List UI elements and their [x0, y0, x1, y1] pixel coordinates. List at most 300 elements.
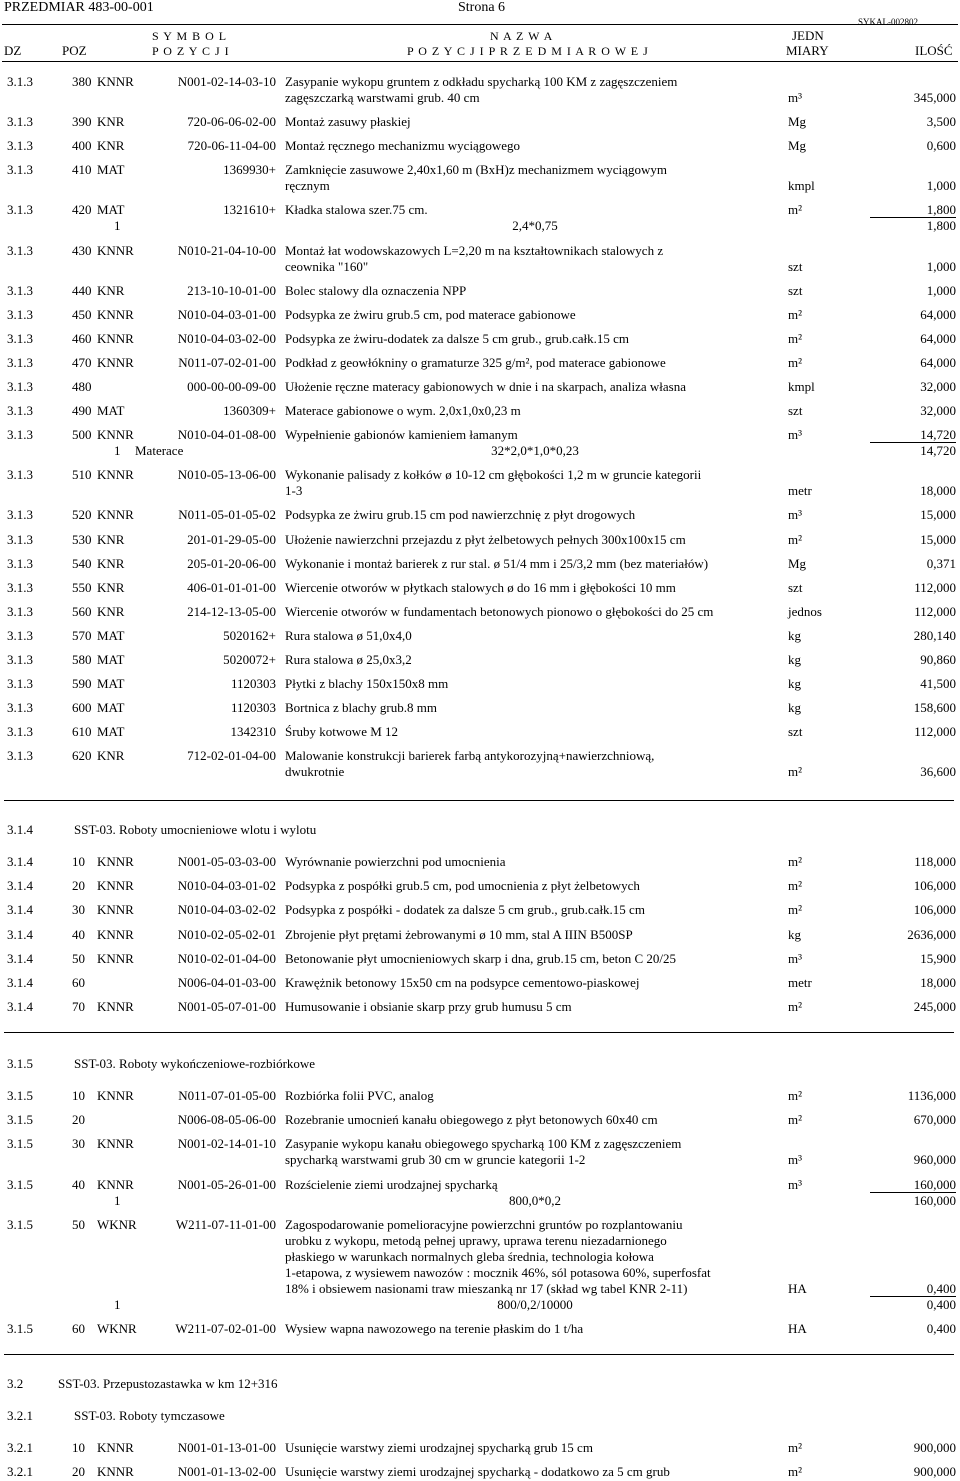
row-description-line: Zamknięcie zasuwowe 2,40x1,60 m (BxH)z mechanizmem wyciągowym: [285, 162, 667, 178]
row-poz: 610: [72, 724, 92, 740]
calc-index: 1: [114, 218, 121, 234]
row-description-line: Ułożenie nawierzchni przejazdu z płyt żelbetowych pełnych 300x100x15 cm: [285, 531, 686, 547]
section-divider: [4, 1032, 954, 1033]
row-dz: 3.1.3: [7, 507, 33, 523]
row-catalog: KNNR: [97, 926, 134, 942]
row-symbol: 720-06-11-04-00: [187, 138, 276, 154]
row-description-line: Bolec stalowy dla oznaczenia NPP: [285, 282, 467, 298]
row-poz: 540: [72, 555, 92, 571]
col-ilosc-label: ILOŚĆ: [915, 43, 953, 58]
row-poz: 440: [72, 282, 92, 298]
row-symbol: 5020072+: [223, 652, 276, 667]
row-dz: 3.1.3: [7, 202, 33, 218]
row-description-line: 1-3: [285, 483, 303, 499]
col-jedn-label-top: JEDN: [792, 28, 824, 43]
row-description-line: dwukrotnie: [285, 764, 345, 780]
row-symbol: N010-04-01-08-00: [177, 427, 276, 443]
row-symbol: 720-06-06-02-00: [187, 114, 276, 130]
row-quantity: 41,500: [920, 676, 956, 692]
row-catalog: KNNR: [97, 242, 134, 258]
row-description-line: Płytki z blachy 150x150x8 mm: [285, 676, 449, 692]
row-poz: 600: [72, 700, 92, 716]
row-quantity: 15,900: [920, 950, 956, 966]
row-quantity: 160,000: [913, 1176, 956, 1192]
row-description-line: Wykonanie i montaż barierek z rur stal. ø 51/4 mm i 25/3,2 mm (bez materiałów): [285, 555, 709, 571]
row-description-line: Rura stalowa ø 51,0x4,0: [285, 627, 412, 643]
row-poz: 620: [72, 748, 92, 764]
row-catalog: KNR: [97, 579, 125, 595]
row-dz: 3.1.4: [7, 902, 33, 918]
row-quantity: 345,000: [913, 90, 956, 105]
row-poz: 20: [72, 1112, 85, 1128]
row-poz: 580: [72, 652, 92, 667]
row-poz: 10: [72, 1440, 85, 1455]
row-poz: 50: [72, 1216, 85, 1232]
row-dz: 3.1.3: [7, 74, 33, 89]
row-description-line: Humusowanie i obsianie skarp przy grub humusu 5 cm: [285, 999, 572, 1015]
row-poz: 400: [72, 138, 92, 154]
row-catalog: KNNR: [97, 354, 134, 370]
row-quantity: 960,000: [913, 1152, 956, 1168]
row-dz: 3.1.3: [7, 467, 33, 483]
row-description-line: Usunięcie warstwy ziemi urodzajnej spycharką grub 15 cm: [285, 1440, 593, 1455]
row-poz: 10: [72, 1088, 85, 1103]
col-dz-label: DZ: [4, 43, 22, 58]
row-dz: 3.1.3: [7, 162, 33, 178]
row-symbol: 406-01-01-01-00: [187, 579, 276, 595]
section-title: SST-03. Przepustozastawka w km 12+316: [58, 1376, 278, 1391]
row-quantity: 106,000: [913, 878, 956, 894]
header-bottom-rule: [2, 61, 958, 62]
row-quantity: 1,000: [926, 258, 956, 274]
row-dz: 3.1.3: [7, 627, 33, 643]
row-poz: 430: [72, 242, 92, 258]
row-symbol: N010-02-05-02-01: [177, 926, 276, 942]
row-quantity: 158,600: [913, 700, 956, 716]
row-symbol: N010-21-04-10-00: [177, 242, 276, 258]
row-catalog: KNNR: [97, 1136, 134, 1152]
row-quantity: 0,371: [926, 555, 956, 571]
row-quantity: 0,600: [926, 138, 956, 154]
row-poz: 10: [72, 854, 85, 869]
row-poz: 510: [72, 467, 92, 483]
col-symbol-label-bottom: P O Z Y C J I: [152, 44, 230, 58]
calc-expression: 800/0,2/10000: [497, 1296, 573, 1312]
row-dz: 3.1.5: [7, 1176, 33, 1192]
col-nazwa-label-top: N A Z W A: [490, 29, 554, 43]
row-description-line: urobku z wykopu, metodą pełnej uprawy, uprawa terenu niezadarnionego: [285, 1232, 667, 1248]
calc-value: 0,400: [926, 1296, 956, 1312]
row-description-line: Podsypka z pospółki - dodatek za dalsze 5 cm grub., grub.całk.15 cm: [285, 902, 645, 918]
row-poz: 490: [72, 403, 92, 419]
row-poz: 590: [72, 676, 92, 692]
row-description-line: Podsypka z pospółki grub.5 cm, pod umocnienia z płyt żelbetowych: [285, 878, 640, 894]
row-dz: 3.1.4: [7, 999, 33, 1015]
row-poz: 60: [72, 975, 85, 990]
row-quantity: 15,000: [920, 507, 956, 523]
row-quantity: 280,140: [913, 627, 956, 643]
row-poz: 560: [72, 603, 92, 619]
row-description-line: Wiercenie otworów w płytkach stalowych ø do 16 mm i głębokości 10 mm: [285, 579, 676, 595]
row-dz: 3.1.5: [7, 1112, 33, 1128]
row-symbol: N010-05-13-06-00: [177, 467, 276, 483]
row-unit: m²: [788, 306, 803, 322]
row-unit: metr: [788, 975, 812, 990]
row-unit: Mg: [788, 114, 807, 130]
row-dz: 3.1.3: [7, 676, 33, 692]
row-description-line: Wypełnienie gabionów kamieniem łamanym: [285, 427, 518, 443]
row-dz: 3.1.3: [7, 114, 33, 130]
row-quantity: 112,000: [914, 603, 956, 619]
row-symbol: N011-05-01-05-02: [178, 507, 276, 523]
row-dz: 3.1.3: [7, 330, 33, 346]
row-description-line: spycharką warstwami grub 30 cm w gruncie kategorii 1-2: [285, 1152, 586, 1168]
row-dz: 3.1.4: [7, 926, 33, 942]
section-code: 3.1.5: [7, 1056, 33, 1071]
row-quantity: 90,860: [920, 652, 956, 667]
row-dz: 3.1.5: [7, 1136, 33, 1152]
row-catalog: KNNR: [97, 878, 134, 894]
calc-value: 1,800: [926, 218, 956, 234]
row-unit: m³: [788, 1152, 803, 1168]
row-symbol: N001-02-14-01-10: [177, 1136, 276, 1152]
row-catalog: MAT: [97, 676, 125, 692]
row-unit: m²: [788, 854, 803, 869]
calc-expression: 800,0*0,2: [509, 1192, 561, 1208]
row-description-line: Krawężnik betonowy 15x50 cm na podsypce cementowo-piaskowej: [285, 975, 640, 990]
row-poz: 520: [72, 507, 92, 523]
row-symbol: N010-04-03-02-00: [177, 330, 276, 346]
row-quantity: 3,500: [926, 114, 956, 130]
row-unit: Mg: [788, 555, 807, 571]
row-description-line: Rozbiórka folii PVC, analog: [285, 1088, 434, 1103]
row-quantity: 1,000: [926, 282, 956, 298]
row-dz: 3.1.3: [7, 603, 33, 619]
row-quantity: 64,000: [920, 330, 956, 346]
row-poz: 70: [72, 999, 85, 1015]
row-symbol: N001-05-03-03-00: [177, 854, 276, 869]
row-poz: 410: [72, 162, 92, 178]
row-description-line: ceownika "160": [285, 258, 369, 274]
row-quantity: 112,000: [914, 579, 956, 595]
row-description-line: 18% i obsiewem nasionami traw mieszanką nr 17 (skład wg tabel KNR 2-11): [285, 1280, 688, 1296]
row-unit: m³: [788, 950, 803, 966]
row-dz: 3.2.1: [7, 1464, 33, 1480]
row-catalog: KNNR: [97, 902, 134, 918]
col-jedn-label-bottom: MIARY: [786, 43, 829, 58]
row-symbol: 214-12-13-05-00: [187, 603, 276, 619]
section-title: SST-03. Roboty wykończeniowe-rozbiórkowe: [74, 1056, 316, 1071]
row-unit: szt: [788, 579, 803, 595]
row-quantity: 32,000: [920, 403, 956, 419]
row-dz: 3.1.3: [7, 427, 33, 443]
row-description-line: Materace gabionowe o wym. 2,0x1,0x0,23 m: [285, 403, 521, 419]
row-description-line: Rozebranie umocnień kanału obiegowego z płyt betonowych 60x40 cm: [285, 1112, 658, 1128]
row-symbol: N010-02-01-04-00: [177, 950, 276, 966]
row-quantity: 64,000: [920, 306, 956, 322]
row-quantity: 106,000: [913, 902, 956, 918]
row-quantity: 0,400: [926, 1321, 956, 1336]
calc-label: Materace: [135, 443, 184, 459]
row-unit: szt: [788, 724, 803, 740]
row-dz: 3.1.3: [7, 282, 33, 298]
row-poz: 390: [72, 114, 92, 130]
row-quantity: 0,400: [926, 1280, 956, 1296]
row-catalog: KNNR: [97, 950, 134, 966]
row-symbol: 1342310: [230, 724, 276, 740]
row-symbol: N001-02-14-03-10: [177, 74, 276, 89]
row-unit: kg: [788, 676, 801, 692]
row-catalog: WKNR: [97, 1216, 137, 1232]
row-poz: 570: [72, 627, 92, 643]
row-symbol: 712-02-01-04-00: [187, 748, 276, 764]
row-poz: 20: [72, 1464, 85, 1480]
row-catalog: MAT: [97, 403, 125, 419]
row-dz: 3.1.5: [7, 1088, 33, 1103]
row-dz: 3.1.4: [7, 854, 33, 869]
row-catalog: KNR: [97, 748, 125, 764]
row-catalog: KNR: [97, 603, 125, 619]
row-dz: 3.1.3: [7, 403, 33, 419]
row-symbol: N001-01-13-02-00: [177, 1464, 276, 1480]
row-catalog: KNR: [97, 531, 125, 547]
row-poz: 40: [72, 926, 85, 942]
row-description-line: Podsypka ze żwiru-dodatek za dalsze 5 cm grub., grub.całk.15 cm: [285, 330, 630, 346]
row-unit: m²: [788, 354, 803, 370]
calc-index: 1: [114, 443, 121, 459]
row-dz: 3.1.3: [7, 700, 33, 716]
row-symbol: 1120303: [230, 676, 276, 692]
calc-expression: 2,4*0,75: [512, 218, 558, 234]
row-symbol: N006-08-05-06-00: [177, 1112, 276, 1128]
row-catalog: KNR: [97, 282, 125, 298]
section-divider: [4, 800, 954, 801]
row-catalog: KNNR: [97, 1464, 134, 1480]
row-quantity: 1,800: [926, 202, 956, 218]
calc-index: 1: [114, 1296, 121, 1312]
row-quantity: 112,000: [914, 724, 956, 740]
row-unit: m²: [788, 1088, 803, 1103]
row-unit: metr: [788, 483, 812, 499]
row-symbol: W211-07-02-01-00: [175, 1321, 276, 1336]
row-catalog: KNNR: [97, 306, 134, 322]
row-poz: 470: [72, 354, 92, 370]
row-unit: m²: [788, 999, 803, 1015]
row-dz: 3.1.3: [7, 652, 33, 667]
row-unit: m³: [788, 507, 803, 523]
row-description-line: Montaż ręcznego mechanizmu wyciągowego: [285, 138, 520, 154]
row-poz: 30: [72, 902, 85, 918]
row-dz: 3.1.3: [7, 242, 33, 258]
row-symbol: 201-01-29-05-00: [187, 531, 276, 547]
row-dz: 3.1.3: [7, 748, 33, 764]
row-catalog: KNNR: [97, 1176, 134, 1192]
row-description-line: Bortnica z blachy grub.8 mm: [285, 700, 437, 716]
row-unit: szt: [788, 258, 803, 274]
row-quantity: 670,000: [913, 1112, 956, 1128]
row-description-line: Zasypanie wykopu gruntem z odkładu spycharką 100 KM z zagęszczeniem: [285, 74, 678, 89]
row-description-line: Śruby kotwowe M 12: [285, 724, 399, 740]
row-description-line: Kładka stalowa szer.75 cm.: [285, 202, 428, 218]
row-description-line: Wyrównanie powierzchni pod umocnienia: [285, 854, 506, 869]
row-description-line: Malowanie konstrukcji barierek farbą antykorozyjną+nawierzchniową,: [285, 748, 655, 764]
row-catalog: KNNR: [97, 330, 134, 346]
row-catalog: MAT: [97, 627, 125, 643]
row-description-line: Zagospodarowanie pomelioracyjne powierzchni gruntów po rozplantowaniu: [285, 1216, 683, 1232]
row-poz: 30: [72, 1136, 85, 1152]
row-unit: szt: [788, 403, 803, 419]
row-symbol: N011-07-01-05-00: [178, 1088, 276, 1103]
row-quantity: 36,600: [920, 764, 956, 780]
row-catalog: KNNR: [97, 507, 134, 523]
row-catalog: KNNR: [97, 467, 134, 483]
calc-index: 1: [114, 1192, 121, 1208]
row-quantity: 15,000: [920, 531, 956, 547]
row-symbol: N006-04-01-03-00: [177, 975, 276, 990]
row-quantity: 64,000: [920, 354, 956, 370]
row-dz: 3.1.4: [7, 975, 33, 990]
section-code: 3.1.4: [7, 822, 33, 837]
row-description-line: ręcznym: [285, 178, 330, 194]
row-description-line: Wiercenie otworów w fundamentach betonowych pionowo o głębokości do 25 cm: [285, 603, 714, 619]
row-dz: 3.1.4: [7, 878, 33, 894]
page-header: [0, 0, 960, 62]
section-title: SST-03. Roboty tymczasowe: [74, 1408, 225, 1423]
row-catalog: MAT: [97, 700, 125, 716]
row-dz: 3.1.5: [7, 1321, 33, 1336]
row-symbol: W211-07-11-01-00: [175, 1216, 276, 1232]
row-unit: m²: [788, 531, 803, 547]
row-symbol: 205-01-20-06-00: [187, 555, 276, 571]
document-title: PRZEDMIAR 483-00-001: [4, 0, 154, 15]
row-dz: 3.2.1: [7, 1440, 33, 1455]
row-dz: 3.1.3: [7, 555, 33, 571]
row-quantity: 18,000: [920, 975, 956, 990]
row-catalog: WKNR: [97, 1321, 137, 1336]
row-unit: Mg: [788, 138, 807, 154]
row-dz: 3.1.3: [7, 354, 33, 370]
row-description-line: Zbrojenie płyt prętami żebrowanymi ø 10 mm, stal A IIIN B500SP: [285, 926, 633, 942]
row-quantity: 900,000: [913, 1464, 956, 1480]
row-description-line: Montaż zasuwy płaskiej: [285, 114, 411, 130]
row-description-line: Podsypka ze żwiru grub.15 cm pod nawierzchnię z płyt drogowych: [285, 507, 636, 523]
row-description-line: Podkład z geowłókniny o gramaturze 325 g/m², pod materace gabionowe: [285, 354, 666, 370]
row-unit: kg: [788, 627, 801, 643]
row-unit: HA: [788, 1321, 807, 1336]
row-symbol: 1321610+: [223, 202, 276, 218]
row-symbol: N001-05-07-01-00: [177, 999, 276, 1015]
row-unit: szt: [788, 282, 803, 298]
row-catalog: KNNR: [97, 427, 134, 443]
row-dz: 3.1.3: [7, 138, 33, 154]
row-unit: kg: [788, 652, 801, 667]
row-catalog: MAT: [97, 724, 125, 740]
row-description-line: płaskiego w warunkach normalnych gleba średnia, technologia kołowa: [285, 1248, 654, 1264]
row-poz: 60: [72, 1321, 85, 1336]
row-description-line: Rura stalowa ø 25,0x3,2: [285, 652, 412, 667]
row-unit: m²: [788, 1464, 803, 1480]
row-poz: 40: [72, 1176, 85, 1192]
row-poz: 460: [72, 330, 92, 346]
row-symbol: N011-07-02-01-00: [178, 354, 276, 370]
row-unit: m²: [788, 1112, 803, 1128]
row-symbol: N010-04-03-01-00: [177, 306, 276, 322]
row-quantity: 900,000: [913, 1440, 956, 1455]
calc-value: 160,000: [913, 1192, 956, 1208]
row-catalog: KNNR: [97, 1440, 134, 1455]
row-poz: 500: [72, 427, 92, 443]
header-top-rule: [2, 24, 958, 25]
row-symbol: 1369930+: [223, 162, 276, 178]
row-unit: kg: [788, 700, 801, 716]
row-unit: m²: [788, 878, 803, 894]
row-symbol: N001-01-13-01-00: [177, 1440, 276, 1455]
row-description-line: zagęszczarką warstwami grub. 40 cm: [285, 90, 480, 105]
row-symbol: 1360309+: [223, 403, 276, 419]
row-symbol: N010-04-03-01-02: [177, 878, 276, 894]
row-description-line: Rozścielenie ziemi urodzajnej spycharką: [285, 1176, 498, 1192]
row-catalog: KNNR: [97, 74, 134, 89]
calc-value: 14,720: [920, 443, 956, 459]
row-unit: jednos: [788, 603, 822, 619]
row-catalog: MAT: [97, 652, 125, 667]
row-unit: kg: [788, 926, 801, 942]
row-dz: 3.1.3: [7, 379, 33, 394]
row-symbol: N010-04-03-02-02: [177, 902, 276, 918]
row-catalog: KNNR: [97, 999, 134, 1015]
col-poz-label: POZ: [62, 43, 87, 58]
row-description-line: Montaż łat wodowskazowych L=2,20 m na kształtownikach stalowych z: [285, 242, 664, 258]
row-poz: 550: [72, 579, 92, 595]
row-catalog: MAT: [97, 202, 125, 218]
row-unit: HA: [788, 1280, 807, 1296]
row-catalog: MAT: [97, 162, 125, 178]
section-divider: [4, 1354, 954, 1355]
row-description-line: Wykonanie palisady z kołków ø 10-12 cm głębokości 1,2 m w gruncie kategorii: [285, 467, 702, 483]
calc-expression: 32*2,0*1,0*0,23: [491, 443, 579, 459]
row-unit: m²: [788, 764, 803, 780]
row-catalog: KNNR: [97, 1088, 134, 1103]
row-quantity: 18,000: [920, 483, 956, 499]
row-quantity: 14,720: [920, 427, 956, 443]
col-symbol-label-top: S Y M B O L: [152, 29, 228, 43]
page-number: Strona 6: [458, 0, 506, 15]
row-unit: m²: [788, 902, 803, 918]
row-poz: 450: [72, 306, 92, 322]
col-nazwa-label-bottom: P O Z Y C J I P R Z E D M I A R O W E J: [407, 44, 649, 58]
row-catalog: KNR: [97, 555, 125, 571]
row-symbol: 213-10-10-01-00: [187, 282, 276, 298]
row-description-line: Betonowanie płyt umocnieniowych skarp i dna, grub.15 cm, beton C 20/25: [285, 950, 677, 966]
row-description-line: Zasypanie wykopu kanału obiegowego spycharką 100 KM z zagęszczeniem: [285, 1136, 682, 1152]
row-unit: kmpl: [788, 379, 815, 394]
row-symbol: 000-00-00-09-00: [187, 379, 276, 394]
row-symbol: N001-05-26-01-00: [177, 1176, 276, 1192]
row-dz: 3.1.4: [7, 950, 33, 966]
section-title: SST-03. Roboty umocnieniowe wlotu i wylotu: [74, 822, 317, 837]
row-unit: kmpl: [788, 178, 815, 194]
row-unit: m³: [788, 1176, 803, 1192]
row-unit: m²: [788, 1440, 803, 1455]
row-quantity: 32,000: [920, 379, 956, 394]
row-poz: 50: [72, 950, 85, 966]
row-poz: 20: [72, 878, 85, 894]
row-quantity: 118,000: [914, 854, 956, 869]
row-unit: m³: [788, 427, 803, 443]
row-poz: 380: [72, 74, 92, 89]
section-code: 3.2.1: [7, 1408, 33, 1423]
row-description-line: Ułożenie ręczne materacy gabionowych w dnie i na skarpach, analiza własna: [285, 379, 687, 394]
